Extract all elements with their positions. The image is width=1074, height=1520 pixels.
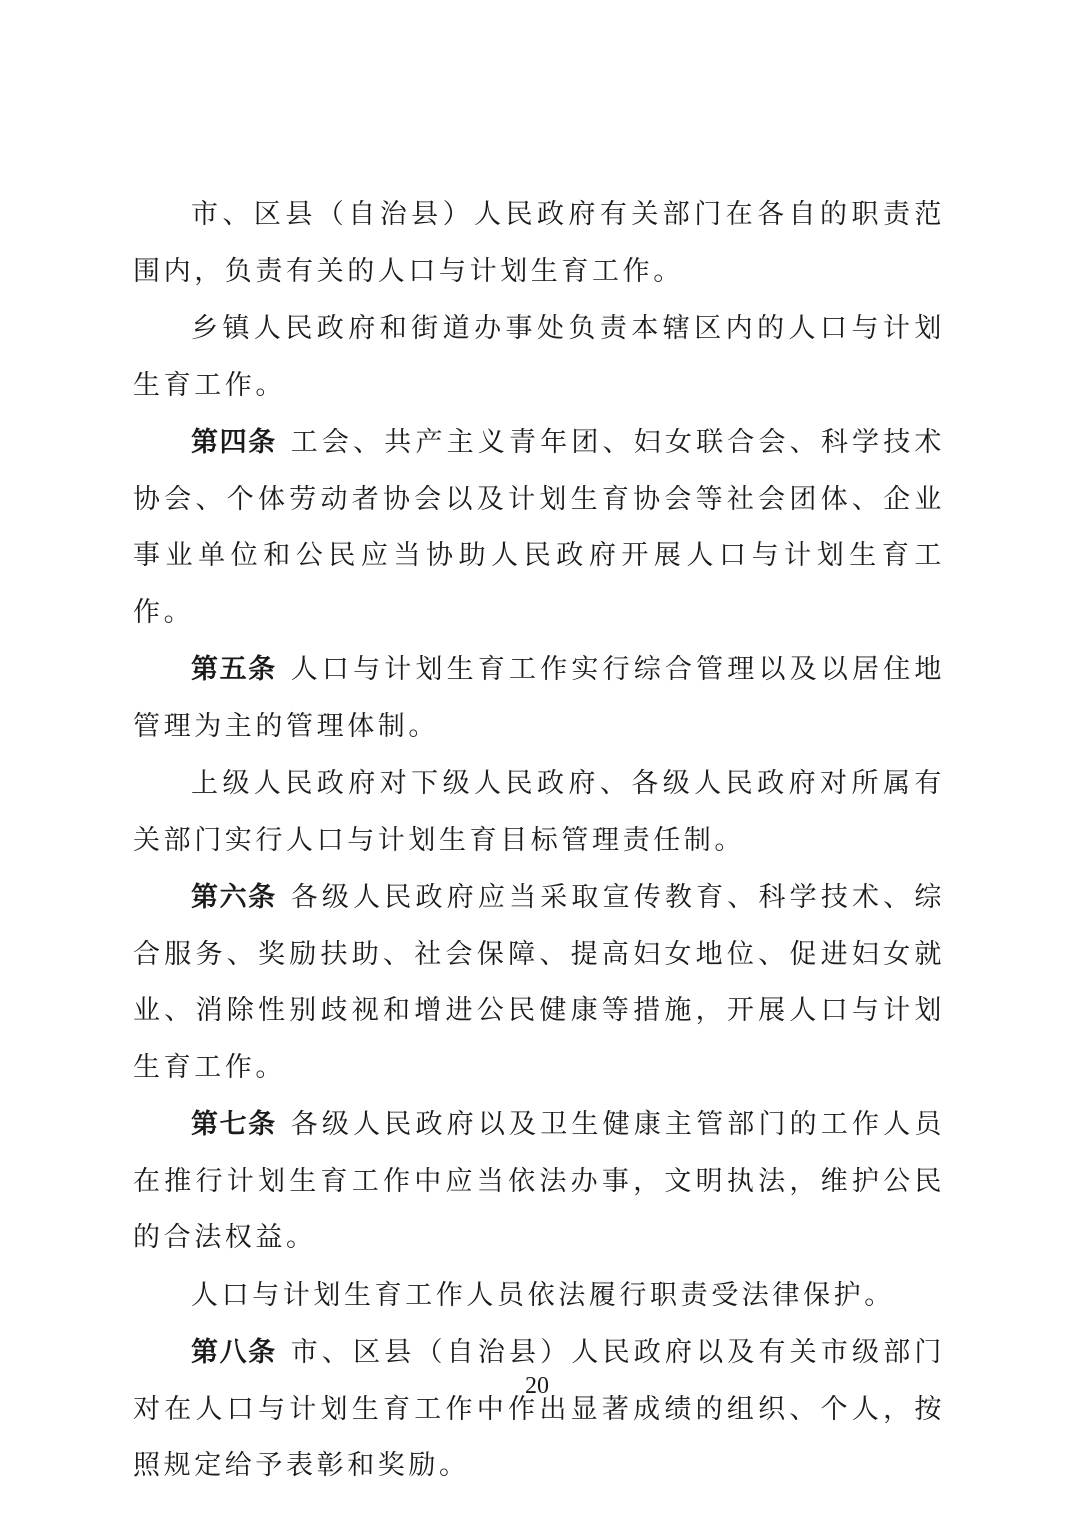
article-paragraph bbox=[133, 870, 945, 1096]
article-number: 第四条 bbox=[191, 427, 277, 458]
paragraph-text: 各级人民政府应当采取宣传教育、科学技术、综合服务、奖励扶助、社会保障、提高妇女地位、促进妇女就业、消除性别歧视和增进公民健康等措施，开展人口与计划生育工作。 bbox=[133, 882, 945, 1083]
article-number: 第六条 bbox=[191, 882, 277, 913]
paragraph-text: 乡镇人民政府和街道办事处负责本辖区内的人口与计划生育工作。 bbox=[133, 313, 945, 401]
article-number: 第八条 bbox=[191, 1337, 277, 1368]
article-paragraph bbox=[133, 1097, 945, 1267]
document-body bbox=[133, 187, 945, 1496]
paragraph-text: 上级人民政府对下级人民政府、各级人民政府对所属有关部门实行人口与计划生育目标管理责任制。 bbox=[133, 768, 945, 856]
paragraph-text: 市、区县（自治县）人民政府有关部门在各自的职责范围内，负责有关的人口与计划生育工作。 bbox=[133, 199, 945, 287]
paragraph-text: 市、区县（自治县）人民政府以及有关市级部门对在人口与计划生育工作中作出显著成绩的组织、个人，按照规定给予表彰和奖励。 bbox=[133, 1337, 945, 1481]
paragraph bbox=[133, 301, 945, 414]
page-number: 20 bbox=[525, 1373, 549, 1399]
article-number: 第七条 bbox=[191, 1109, 277, 1140]
paragraph bbox=[133, 187, 945, 300]
article-paragraph bbox=[133, 415, 945, 641]
article-number: 第五条 bbox=[191, 654, 277, 685]
article-paragraph bbox=[133, 642, 945, 755]
article-paragraph bbox=[133, 1325, 945, 1495]
paragraph-text: 各级人民政府以及卫生健康主管部门的工作人员在推行计划生育工作中应当依法办事，文明执法，维护公民的合法权益。 bbox=[133, 1109, 945, 1253]
paragraph-text: 人口与计划生育工作实行综合管理以及以居住地管理为主的管理体制。 bbox=[133, 654, 945, 742]
paragraph-text: 工会、共产主义青年团、妇女联合会、科学技术协会、个体劳动者协会以及计划生育协会等社会团体、企业事业单位和公民应当协助人民政府开展人口与计划生育工作。 bbox=[133, 427, 945, 628]
paragraph-text: 人口与计划生育工作人员依法履行职责受法律保护。 bbox=[191, 1279, 895, 1311]
paragraph bbox=[133, 756, 945, 869]
paragraph bbox=[133, 1268, 945, 1325]
